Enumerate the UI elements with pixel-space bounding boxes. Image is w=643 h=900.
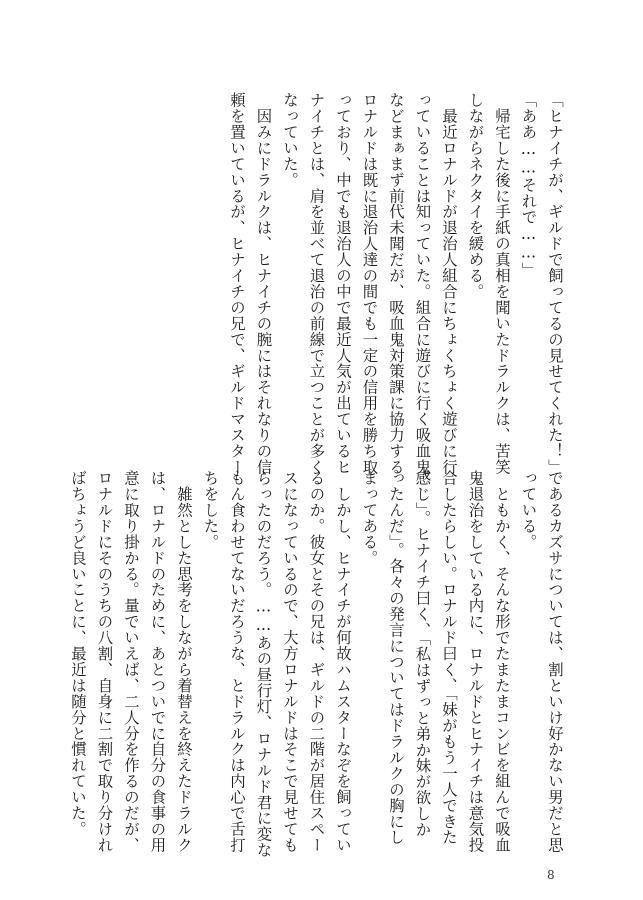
text-line: 意に取り掛かる。量でいえば、二人分を作るのだが、 [122, 470, 140, 853]
text-line: っており、中でも退治人の中で最近人気が出ているヒ [334, 92, 352, 475]
text-line: スになっているので、大方ロナルドはそこで見せても [281, 470, 299, 853]
text-line: 合したらしい。ロナルド曰く、「妹がもう一人できた [440, 470, 458, 846]
text-line: しながらネクタイを緩める。 [466, 92, 485, 300]
lower-text-column [65, 470, 569, 858]
upper-text-block [78, 92, 568, 475]
text-line: 帰宅した後に手紙の真相を聞いたドラルクは、苦笑 [493, 92, 511, 475]
text-line: 「ヒナイチが、ギルドで飼ってるの見せてくれた！」 [546, 92, 564, 475]
text-line: 因みにドラルクは、ヒナイチの腕にはそれなりの信 [254, 92, 273, 475]
text-line: ロナルドにそのうちの八割、自身に二割で取り分けれ [95, 470, 114, 853]
text-line: 頼を置いているが、ヒナイチの兄で、ギルドマスター [228, 92, 246, 475]
text-line: 鬼退治をしている内に、ロナルドとヒナイチは意気投 [466, 470, 485, 853]
text-line: 雑然とした思考をしながら着替えを終えたドラルク [175, 470, 193, 853]
text-line: 「ああ……それで……」 [519, 92, 538, 278]
text-line: なっていた。 [281, 92, 299, 188]
upper-text-column [224, 92, 569, 475]
text-line: ナイチとは、肩を並べて退治の前線で立つことが多く [307, 92, 326, 475]
text-line: であるカズサについては、割といけ好かない男だと思 [546, 470, 564, 853]
text-line: まってある。 [360, 470, 379, 566]
text-line: ちをした。 [201, 470, 220, 550]
text-line: などまぁまず前代未聞だが、吸血鬼対策課に協力する [387, 92, 405, 475]
text-line: 感じ」。ヒナイチ曰く、「私はずっと弟か妹が欲しか [413, 470, 432, 838]
text-line: っていることは知っていた。組合に遊びに行く吸血鬼 [413, 92, 432, 475]
text-line: は、ロナルドのために、あとついでに自分の食事の用 [148, 470, 167, 853]
text-line: ともかく、そんな形でたまたまコンビを組んで吸血 [493, 470, 511, 853]
text-line: もん食わせてないだろうな、とドラルクは内心で舌打 [228, 470, 246, 853]
lower-text-block [69, 470, 568, 858]
text-line: 最近ロナルドが退治人組合にちょくちょく遊びに行 [440, 92, 458, 475]
text-line: しかし、ヒナイチが何故ハムスターなぞを飼ってい [334, 470, 352, 853]
text-line: ったんだ」。各々の発言についてはドラルクの胸にし [387, 470, 405, 846]
text-line: ロナルドは既に退治人達の間でも一定の信用を勝ち取 [360, 92, 379, 475]
text-line: っている。 [519, 470, 538, 550]
text-line: るのか。彼女とその兄は、ギルドの二階が居住スペー [307, 470, 326, 853]
text-line: らったのだろう。……あの昼行灯、ロナルド君に変な [254, 470, 273, 858]
page-number: 8 [547, 868, 555, 882]
text-line: ばちょうど良いことに、最近は随分と慣れていた。 [69, 470, 87, 837]
